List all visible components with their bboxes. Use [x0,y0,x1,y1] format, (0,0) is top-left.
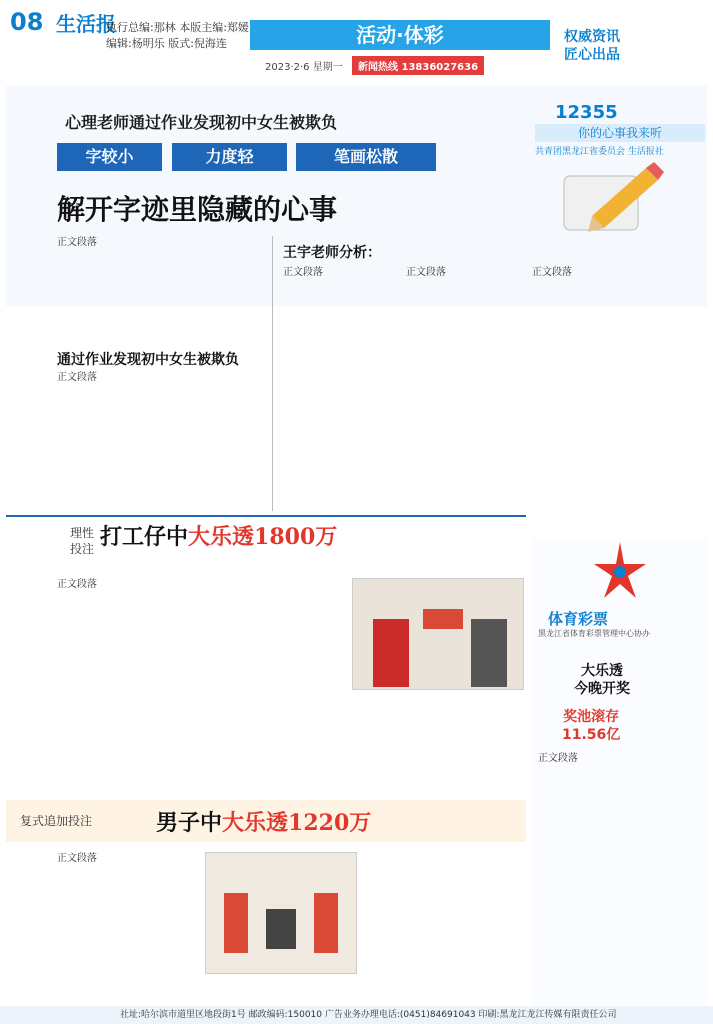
hotline-12355-badge [535,102,705,156]
pill-2: 力度轻 [172,143,287,171]
page-number: 08 [10,8,44,36]
story2-body-col1: 正文段落 [57,579,97,590]
lottery-panel [532,538,707,1010]
story1-subhead: 通过作业发现初中女生被欺负 [57,352,239,368]
lottery-roll-label: 奖池滚存 [563,709,620,725]
pencil-illustration [550,158,670,248]
lottery-name: 体育彩票 [548,610,609,628]
hotline-number: 13836027636 [401,62,479,73]
lottery-body: 正文段落 [538,753,578,764]
photo-placeholder-2 [206,853,356,973]
section-banner: 活动·体彩 [250,20,550,50]
hotline-badge [352,56,484,75]
story1-subhead-2: 王宇老师分析： [283,245,381,261]
story2-title-part1: 打工仔中 [100,524,189,550]
pill-1: 字较小 [57,143,162,171]
story3-title [156,806,371,837]
story1-body-col1: 正文段落 [57,372,97,383]
lottery-headline [574,662,630,698]
story1-body-col2: 正文段落 [283,267,323,278]
lottery-org: 黑龙江省体育彩票管理中心协办 [538,629,650,638]
credits-line-2: 编辑:杨明乐 版式:倪海连 [106,37,227,50]
masthead: 生活报 [56,12,116,36]
section-divider-1 [6,515,526,517]
story3-body-col1: 正文段落 [57,853,97,864]
lottery-headline-1: 大乐透 [581,663,623,679]
story2-title-part2: 大乐透1800万 [188,524,338,550]
slogan-line-2: 匠心出品 [564,47,620,63]
slogan-line-1: 权威资讯 [564,29,620,45]
editor-credits [106,20,249,52]
badge-number: 12355 [555,102,618,123]
photo-placeholder [353,579,523,689]
lottery-headline-2: 今晚开奖 [574,681,630,697]
pill-3: 笔画松散 [296,143,436,171]
story2-label-1: 理性 [70,526,95,540]
story1-headline: 解开字迹里隐藏的心事 [57,193,338,226]
badge-org: 共青团黑龙江省委员会 生活报社 [535,147,664,157]
lottery-roll-value: 11.56亿 [562,727,621,743]
page-header [0,0,713,78]
badge-tagline: 你的心事我来听 [535,124,705,142]
sports-lottery-logo [584,538,656,602]
footer-bar: 社址:哈尔滨市道里区地段街1号 邮政编码:150010 广告业务办理电话:(0451)84691043 印刷:黑龙江龙江传媒有限责任公司 [0,1006,713,1024]
story3-photo [205,852,357,974]
story2-title [100,520,337,551]
story3-title-part1: 男子中 [156,810,223,836]
story1-body-col3: 正文段落 [406,267,446,278]
story1-body-col4: 正文段落 [532,267,572,278]
story2-photo [352,578,524,690]
lottery-roll [562,708,620,744]
story3-body-col2 [362,852,522,1002]
credits-line-1: 执行总编:那林 本版主编:郑媛 [106,21,249,34]
issue-date: 2023·2·6 星期一 [265,62,343,73]
column-divider [272,236,273,511]
story2-label-2: 投注 [70,542,95,556]
story2-label [70,525,94,557]
hotline-label: 新闻热线 [358,62,398,73]
story1-kicker: 心理老师通过作业发现初中女生被欺负 [65,113,338,132]
story2-body-col2 [205,578,345,788]
slogan [564,28,620,64]
story1-lead: 正文段落 [57,237,97,248]
story3-header [6,800,526,842]
story3-title-part2: 大乐透1220万 [222,810,372,836]
story3-label: 复式追加投注 [20,814,93,828]
